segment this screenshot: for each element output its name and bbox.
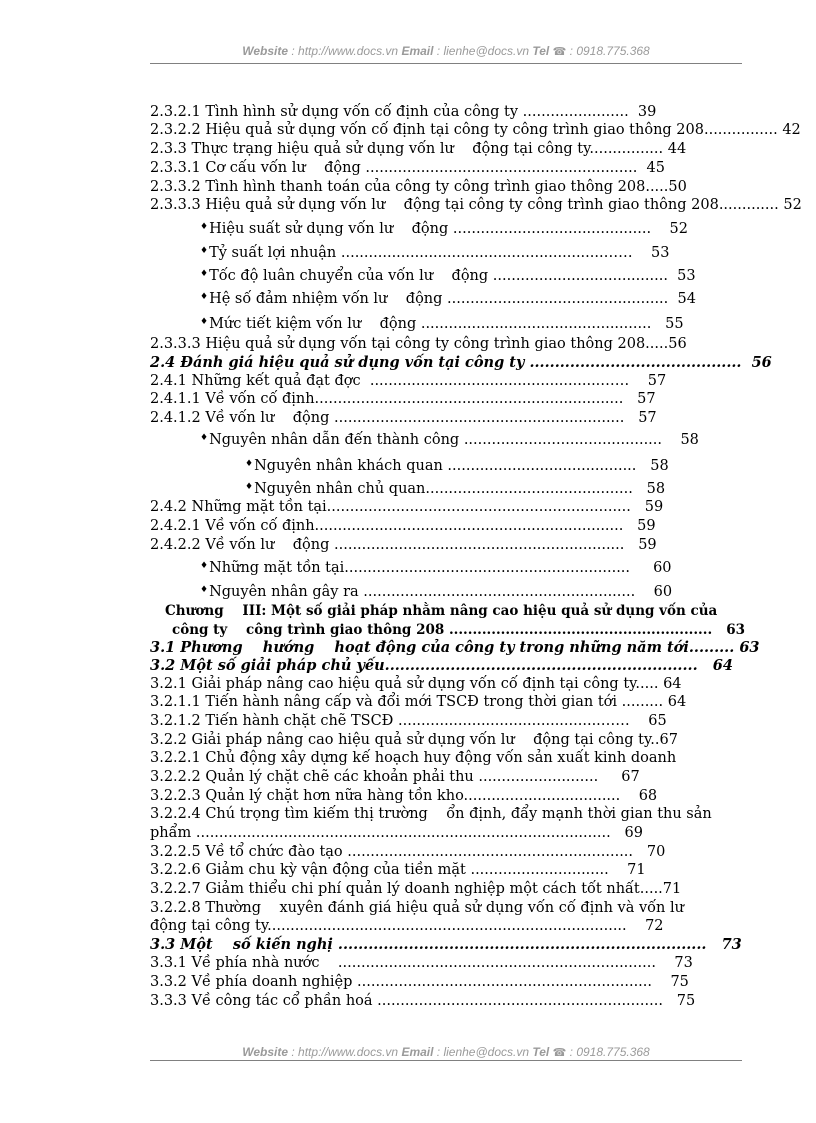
toc-line: 3.2.1.2 Tiến hành chặt chẽ TSCĐ ............................................…… 65 bbox=[150, 713, 667, 729]
toc-line: ♦Nguyên nhân chủ quan............................................. 58 bbox=[245, 481, 666, 497]
toc-line: 3.3.3 Về công tác cổ phần hoá .............................................................. 75 bbox=[150, 993, 696, 1009]
toc-line: động tại công ty.............................................................................. 72 bbox=[150, 918, 664, 934]
footer-email-label: Email bbox=[401, 1045, 434, 1059]
toc-line: 2.3.3 Thực trạng hiệu quả sử dụng vốn lư động tại công ty................ 44 bbox=[150, 141, 687, 157]
header-email-value: : lienhe@docs.vn bbox=[433, 44, 533, 58]
footer-email-value: : lienhe@docs.vn bbox=[433, 1045, 533, 1059]
toc-line: 2.3.3.1 Cơ cấu vốn lư động ........................................................... 45 bbox=[150, 160, 665, 176]
toc-line: 3.2.2.4 Chú trọng tìm kiếm thị trường ổn định, đẩy mạnh thời gian thu sản bbox=[150, 806, 712, 822]
toc-line: ♦Nguyên nhân dẫn đến thành công ........................................... 58 bbox=[200, 432, 699, 448]
diamond-bullet-icon: ♦ bbox=[200, 246, 209, 256]
phone-icon: ☎ bbox=[552, 46, 567, 58]
toc-line: 3.2 Một số giải pháp chủ yếu.............................................................. 64 bbox=[150, 657, 733, 674]
toc-line: 2.4.1.2 Về vốn lư động ............................................................... 57 bbox=[150, 410, 657, 426]
phone-icon: ☎ bbox=[552, 1047, 567, 1059]
page-footer bbox=[150, 1045, 742, 1059]
page-header bbox=[150, 44, 742, 58]
toc-line: 3.3.1 Về phía nhà nước ..................................................................... 73 bbox=[150, 955, 693, 971]
toc-line: 3.1 Phương hướng hoạt động của công ty trong những năm tới......... 63 bbox=[150, 639, 760, 656]
header-website-label: Website bbox=[242, 44, 289, 58]
diamond-bullet-icon: ♦ bbox=[200, 585, 209, 595]
toc-line: 3.3.2 Về phía doanh nghiệp ................................................................ 75 bbox=[150, 974, 689, 990]
toc-line: phẩm .......................................................................................... 69 bbox=[150, 825, 643, 841]
toc-line: 3.2.2.3 Quản lý chặt hơn nữa hàng tồn kho.................................. 68 bbox=[150, 788, 658, 804]
toc-line: công ty công trình giao thông 208 ........................................................ 63 bbox=[172, 622, 746, 638]
footer-website-value: : http://www.docs.vn bbox=[288, 1045, 402, 1059]
toc-line: 2.3.2.2 Hiệu quả sử dụng vốn cố định tại công ty công trình giao thông 208................ 42 bbox=[150, 122, 801, 138]
toc-line: 3.3 Một số kiến nghị ......................................................................... 73 bbox=[150, 936, 742, 953]
toc-line: 3.2.2.7 Giảm thiểu chi phí quản lý doanh nghiệp một cách tốt nhất.....71 bbox=[150, 881, 682, 897]
header-tel-label: Tel bbox=[532, 44, 550, 58]
toc-line: ♦Hiệu suất sử dụng vốn lư động ........................................... 52 bbox=[200, 221, 688, 237]
toc-line: 3.2.2.8 Thường xuyên đánh giá hiệu quả sử dụng vốn cố định và vốn lư bbox=[150, 900, 684, 916]
toc-line: 3.2.2.1 Chủ động xây dựng kế hoạch huy động vốn sản xuất kinh doanh bbox=[150, 750, 677, 766]
header-tel-value: : 0918.775.368 bbox=[566, 44, 650, 58]
toc-line: 3.2.1 Giải pháp nâng cao hiệu quả sử dụng vốn cố định tại công ty..... 64 bbox=[150, 676, 682, 692]
diamond-bullet-icon: ♦ bbox=[200, 317, 209, 327]
toc-line: 2.4.2.1 Về vốn cố định................................................................... 59 bbox=[150, 518, 656, 534]
footer-rule bbox=[150, 1060, 742, 1061]
diamond-bullet-icon: ♦ bbox=[200, 561, 209, 571]
footer-tel-label: Tel bbox=[532, 1045, 550, 1059]
diamond-bullet-icon: ♦ bbox=[200, 292, 209, 302]
toc-line: 2.4.2 Những mặt tồn tại.................................................................. 59 bbox=[150, 499, 664, 515]
toc-line: ♦Hệ số đảm nhiệm vốn lư động ................................................ 54 bbox=[200, 291, 696, 307]
toc-line: 2.3.3.3 Hiệu quả sử dụng vốn lư động tại công ty công trình giao thông 208............. 52 bbox=[150, 197, 802, 213]
toc-line: 2.3.2.1 Tình hình sử dụng vốn cố định của công ty ....................... 39 bbox=[150, 104, 657, 120]
diamond-bullet-icon: ♦ bbox=[200, 222, 209, 232]
diamond-bullet-icon: ♦ bbox=[245, 482, 254, 492]
toc-line: 3.2.2.2 Quản lý chặt chẽ các khoản phải thu .......................... 67 bbox=[150, 769, 640, 785]
toc-line: 2.4.1 Những kết quả đạt đợc ..................................................…… 57 bbox=[150, 373, 667, 389]
toc-line: 2.4 Đánh giá hiệu quả sử dụng vốn tại công ty .......................................... 56 bbox=[150, 354, 772, 371]
toc-line: 3.2.2 Giải pháp nâng cao hiệu quả sử dụng vốn lư động tại công ty..67 bbox=[150, 732, 678, 748]
toc-line: ♦Nguyên nhân khách quan ......................................... 58 bbox=[245, 458, 669, 474]
diamond-bullet-icon: ♦ bbox=[245, 459, 254, 469]
toc-line: 3.2.2.5 Về tổ chức đào tạo .............................................................. 70 bbox=[150, 844, 666, 860]
toc-line: ♦Tốc độ luân chuyển của vốn lư động ...................................... 53 bbox=[200, 268, 696, 284]
diamond-bullet-icon: ♦ bbox=[200, 433, 209, 443]
header-email-label: Email bbox=[401, 44, 434, 58]
toc-line: 2.4.2.2 Về vốn lư động ............................................................... 59 bbox=[150, 537, 657, 553]
toc-line: 2.3.3.2 Tình hình thanh toán của công ty công trình giao thông 208.....50 bbox=[150, 179, 687, 195]
diamond-bullet-icon: ♦ bbox=[200, 269, 209, 279]
toc-line: Chương III: Một số giải pháp nhằm nâng cao hiệu quả sử dụng vốn của bbox=[165, 603, 718, 619]
toc-line: 3.2.1.1 Tiến hành nâng cấp và đổi mới TSCĐ trong thời gian tới ......... 64 bbox=[150, 694, 687, 710]
toc-line: ♦Tỷ suất lợi nhuận .........................................................…… 53 bbox=[200, 245, 670, 261]
header-rule bbox=[150, 63, 742, 64]
toc-line: 3.2.2.6 Giảm chu kỳ vận động của tiền mặt .............................. 71 bbox=[150, 862, 646, 878]
header-website-value: : http://www.docs.vn bbox=[288, 44, 402, 58]
toc-line: ♦Nguyên nhân gây ra ........................................................... 60 bbox=[200, 584, 673, 600]
toc-line: 2.3.3.3 Hiệu quả sử dụng vốn tại công ty công trình giao thông 208.....56 bbox=[150, 336, 687, 352]
toc-line: ♦Những mặt tồn tại.............................................................. 60 bbox=[200, 560, 672, 576]
footer-tel-value: : 0918.775.368 bbox=[566, 1045, 650, 1059]
toc-line: ♦Mức tiết kiệm vốn lư động .................................................. 55 bbox=[200, 316, 684, 332]
footer-website-label: Website bbox=[242, 1045, 289, 1059]
toc-line: 2.4.1.1 Về vốn cố định................................................................... 57 bbox=[150, 391, 656, 407]
